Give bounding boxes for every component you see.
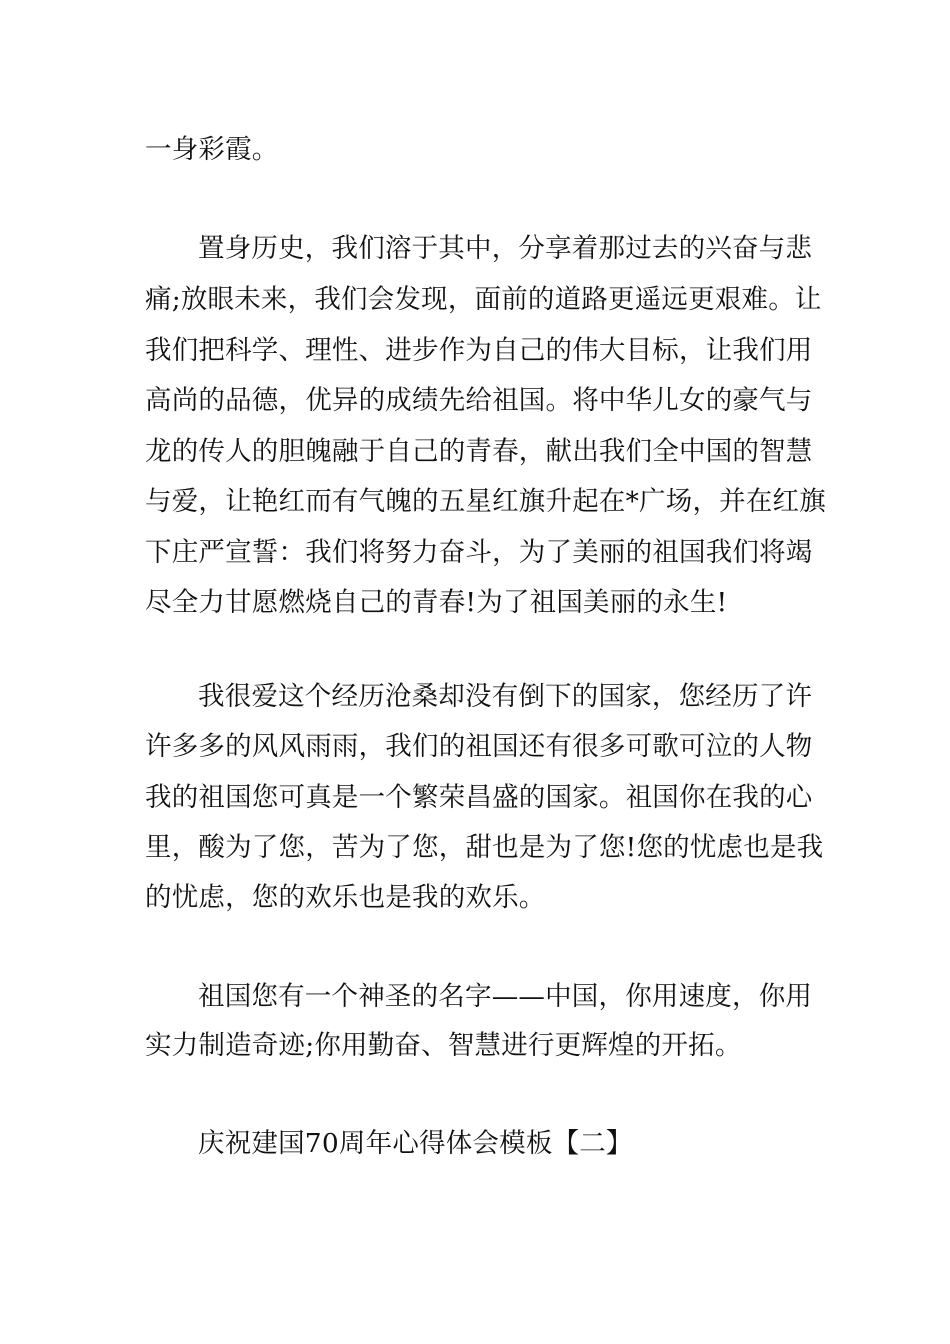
section-heading: 庆祝建国70周年心得体会模板【二】	[198, 1128, 633, 1159]
text-line: 痛;放眼未来，我们会发现，面前的道路更遥远更艰难。让	[145, 284, 822, 315]
text-line: 一身彩霞。	[145, 134, 279, 165]
text-line: 与爱，让艳红而有气魄的五星红旗升起在*广场，并在红旗	[145, 486, 826, 517]
text-line: 下庄严宣誓：我们将努力奋斗，为了美丽的祖国我们将竭	[145, 537, 813, 568]
text-line: 龙的传人的胆魄融于自己的青春，献出我们全中国的智慧	[145, 436, 813, 467]
text-line: 实力制造奇迹;你用勤奋、智慧进行更辉煌的开拓。	[145, 1030, 742, 1061]
text-line: 我的祖国您可真是一个繁荣昌盛的国家。祖国你在我的心	[145, 782, 813, 813]
text-line: 尽全力甘愿燃烧自己的青春!为了祖国美丽的永生!	[145, 587, 728, 618]
text-line: 我们把科学、理性、进步作为自己的伟大目标，让我们用	[145, 335, 813, 366]
text-line: 的忧虑，您的欢乐也是我的欢乐。	[145, 882, 546, 913]
text-line: 高尚的品德，优异的成绩先给祖国。将中华儿女的豪气与	[145, 385, 813, 416]
text-line: 置身历史，我们溶于其中，分享着那过去的兴奋与悲	[198, 233, 813, 264]
text-line: 许多多的风风雨雨，我们的祖国还有很多可歌可泣的人物	[145, 731, 813, 762]
text-line: 祖国您有一个神圣的名字——中国，你用速度，你用	[198, 981, 813, 1012]
text-line: 我很爱这个经历沧桑却没有倒下的国家，您经历了许	[198, 681, 813, 712]
text-line: 里，酸为了您，苦为了您，甜也是为了您!您的忧虑也是我	[145, 832, 824, 863]
